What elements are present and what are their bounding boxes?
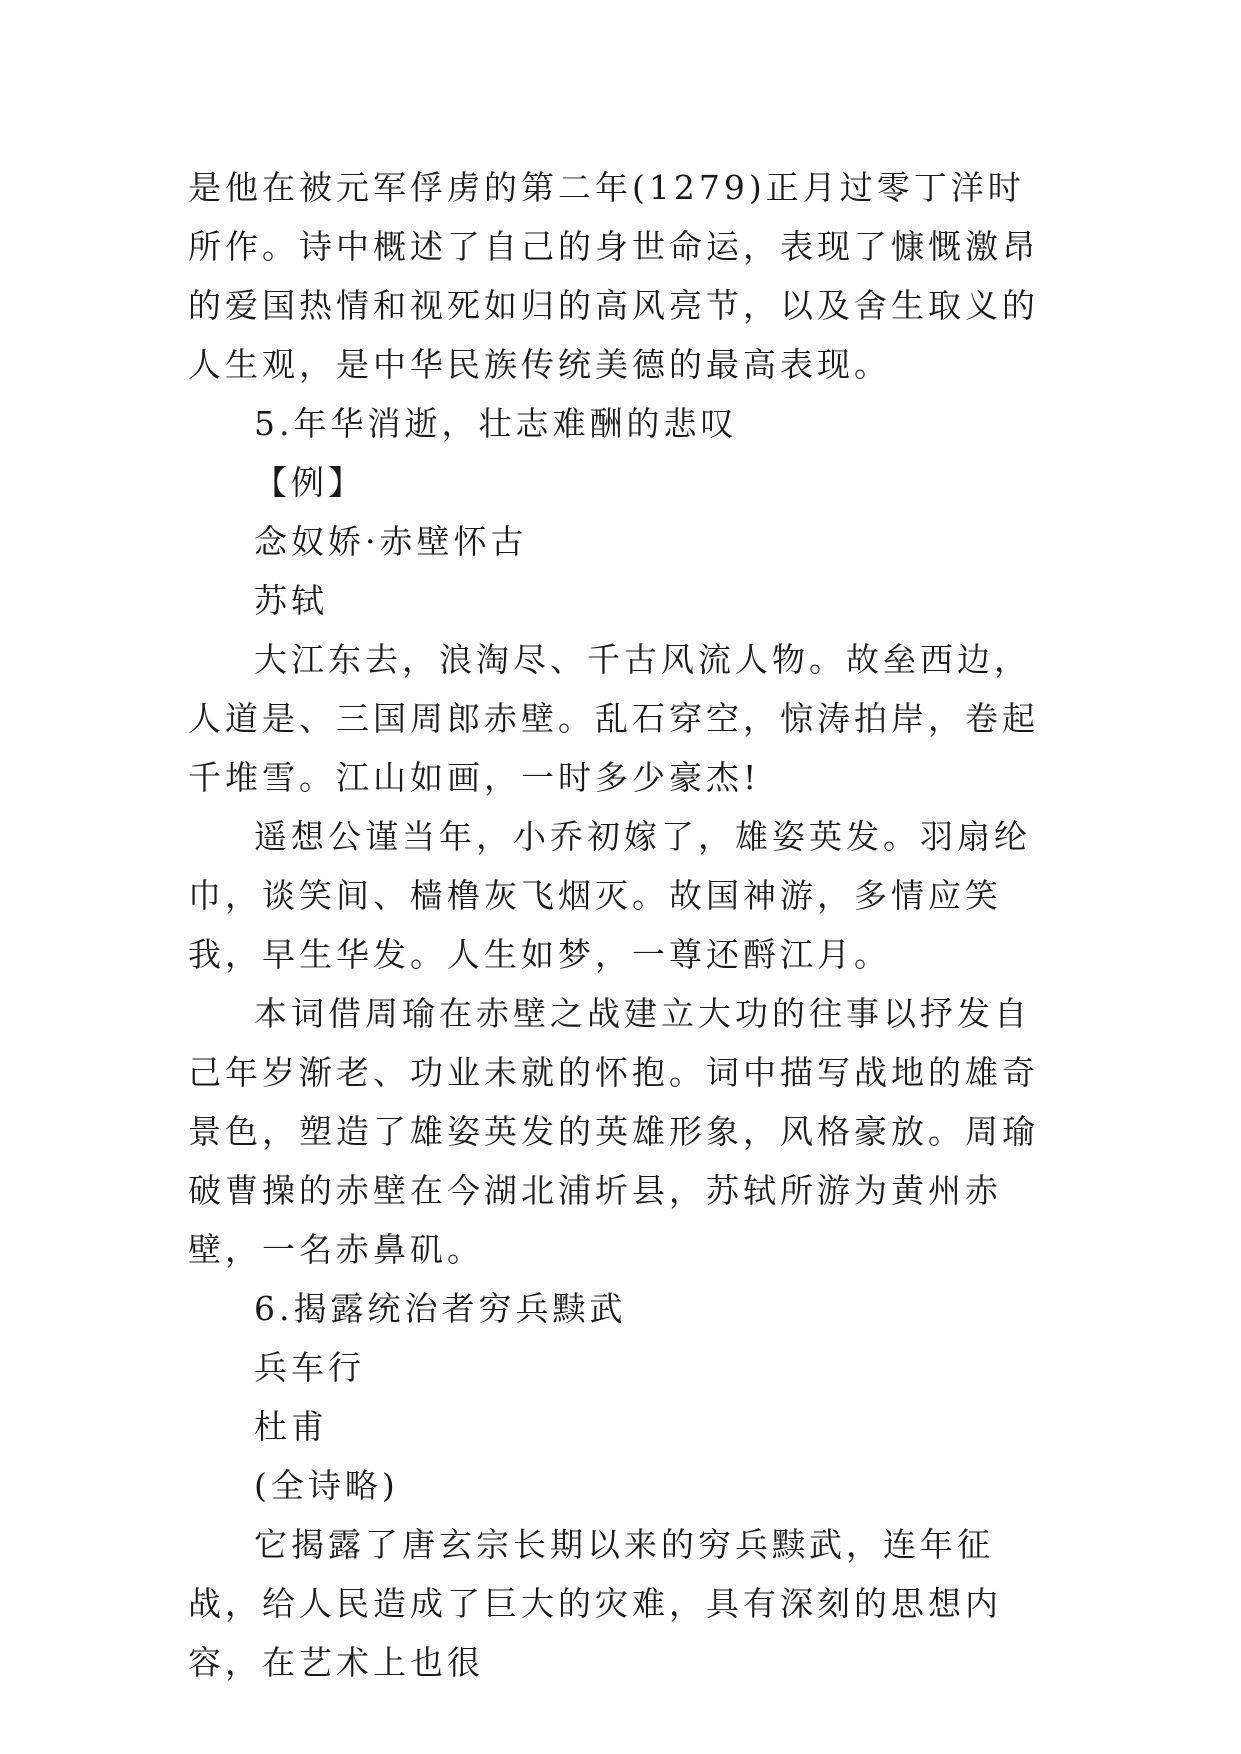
poem-author: 杜甫 (254, 1407, 328, 1446)
poem-author: 苏轼 (254, 581, 328, 620)
section-heading-5: 5.年华消逝，壮志难酬的悲叹 (254, 404, 738, 443)
paragraph-poem-background: 是他在被元军俘虏的第二年(1279)正月过零丁洋时所作。诗中概述了自己的身世命运，表现了慷慨激昂的爱国热情和视死如归的高风亮节，以及舍生取义的人生观，是中华民族传统美德的最高表现。 (188, 168, 1039, 384)
poem-omitted-note: (全诗略) (254, 1466, 399, 1505)
poem-commentary: 本词借周瑜在赤壁之战建立大功的往事以抒发自己年岁渐老、功业未就的怀抱。词中描写战地的雄奇景色，塑造了雄姿英发的英雄形象，风格豪放。周瑜破曹操的赤壁在今湖北浦圻县，苏轼所游为黄州赤壁，一名赤鼻矶。 (188, 994, 1039, 1269)
document-body (188, 158, 1058, 1692)
example-label: 【例】 (254, 463, 365, 502)
section-heading-6: 6.揭露统治者穷兵黩武 (254, 1289, 627, 1328)
poem-title: 念奴娇·赤壁怀古 (254, 522, 528, 561)
poem-stanza-1: 大江东去，浪淘尽、千古风流人物。故垒西边，人道是、三国周郎赤壁。乱石穿空，惊涛拍岸，卷起千堆雪。江山如画，一时多少豪杰! (188, 640, 1039, 797)
poem-title: 兵车行 (254, 1348, 365, 1387)
poem-stanza-2: 遥想公谨当年，小乔初嫁了，雄姿英发。羽扇纶巾，谈笑间、樯橹灰飞烟灭。故国神游，多情应笑我，早生华发。人生如梦，一尊还酹江月。 (188, 817, 1031, 974)
paragraph-commentary: 它揭露了唐玄宗长期以来的穷兵黩武，连年征战，给人民造成了巨大的灾难，具有深刻的思想内容，在艺术上也很 (188, 1525, 1002, 1682)
